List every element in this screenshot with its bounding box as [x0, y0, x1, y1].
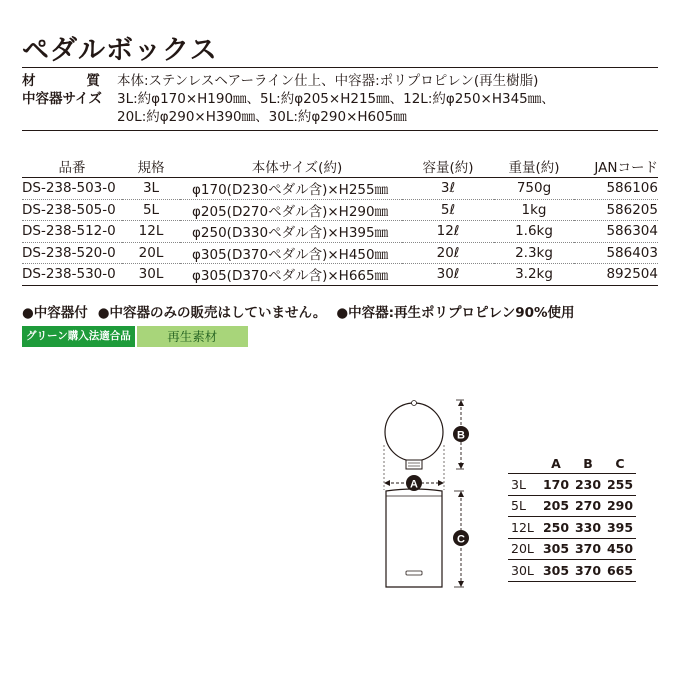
- dim-size: 3L: [508, 474, 540, 496]
- cell-weight: 2.3kg: [494, 242, 574, 264]
- cell-weight: 750g: [494, 178, 574, 200]
- note-no-separate-sale: ●中容器のみの販売はしていません。: [97, 305, 327, 321]
- cell-jan: 586403: [574, 242, 658, 264]
- cell-weight: 3.2kg: [494, 264, 574, 286]
- spec-material-value: 本体:ステンレスヘアーライン仕上、中容器:ポリプロピレン(再生樹脂): [117, 73, 539, 89]
- dim-header-a: A: [540, 453, 572, 474]
- cell-part-number: DS-238-512-0: [22, 221, 122, 243]
- cell-body-size: φ250(D330ペダル含)×H395㎜: [180, 221, 402, 243]
- dim-size: 12L: [508, 517, 540, 539]
- dim-c: 450: [604, 538, 636, 560]
- table-row: [22, 242, 658, 264]
- product-table: [22, 155, 658, 286]
- cell-jan: 586106: [574, 178, 658, 200]
- table-row: [508, 495, 636, 517]
- cell-weight: 1.6kg: [494, 221, 574, 243]
- cell-spec: 3L: [122, 178, 180, 200]
- dim-a: 250: [540, 517, 572, 539]
- notes-line: [22, 301, 575, 321]
- spec-inner-label: 中容器サイズ: [22, 91, 102, 107]
- pedal-top-view: [406, 460, 422, 469]
- dimension-table-header: [508, 453, 636, 474]
- note-recycled-pp: ●中容器:再生ポリプロピレン90%使用: [336, 305, 575, 321]
- label-c: C: [457, 533, 465, 546]
- dim-c: 665: [604, 560, 636, 582]
- dim-header-b: B: [572, 453, 604, 474]
- header-part-number: 品番: [22, 155, 122, 178]
- cell-part-number: DS-238-503-0: [22, 178, 122, 200]
- dim-a: 170: [540, 474, 572, 496]
- dim-b: 270: [572, 495, 604, 517]
- dim-c: 395: [604, 517, 636, 539]
- header-weight: 重量(約): [494, 155, 574, 178]
- cell-capacity: 5ℓ: [402, 199, 494, 221]
- spec-inner-row-2: [22, 108, 555, 126]
- cell-body-size: φ205(D270ペダル含)×H290㎜: [180, 199, 402, 221]
- page-title: ペダルボックス: [22, 35, 218, 66]
- dim-b: 230: [572, 474, 604, 496]
- cell-weight: 1kg: [494, 199, 574, 221]
- spec-inner-value-1: 3L:約φ170×H190㎜、5L:約φ205×H215㎜、12L:約φ250×H345㎜、: [117, 91, 555, 107]
- spec-material-row: [22, 72, 555, 90]
- dim-a: 305: [540, 538, 572, 560]
- header-capacity: 容量(約): [402, 155, 494, 178]
- cell-part-number: DS-238-520-0: [22, 242, 122, 264]
- cell-capacity: 20ℓ: [402, 242, 494, 264]
- spec-inner-row: [22, 90, 555, 108]
- spec-material-label: 材 質: [22, 73, 100, 89]
- product-dimension-diagram: [370, 390, 490, 600]
- table-row: [508, 538, 636, 560]
- dim-size: 30L: [508, 560, 540, 582]
- dim-header-size: [508, 453, 540, 474]
- dim-size: 20L: [508, 538, 540, 560]
- cell-jan: 586205: [574, 199, 658, 221]
- table-row: [22, 221, 658, 243]
- lid-top-view: [385, 403, 443, 461]
- dim-b: 370: [572, 538, 604, 560]
- lid-knob: [412, 401, 417, 406]
- table-row: [22, 199, 658, 221]
- title-rule: [22, 67, 658, 68]
- table-row: [508, 560, 636, 582]
- cell-capacity: 30ℓ: [402, 264, 494, 286]
- table-row: [508, 517, 636, 539]
- dim-b: 370: [572, 560, 604, 582]
- cell-spec: 5L: [122, 199, 180, 221]
- cell-part-number: DS-238-505-0: [22, 199, 122, 221]
- pedal-front-view: [406, 571, 422, 575]
- spec-block: [22, 72, 555, 126]
- dim-c: 255: [604, 474, 636, 496]
- cell-jan: 892504: [574, 264, 658, 286]
- label-a: A: [410, 478, 418, 491]
- header-spec: 規格: [122, 155, 180, 178]
- cell-spec: 12L: [122, 221, 180, 243]
- dimension-table: [508, 453, 636, 582]
- table-row: [508, 474, 636, 496]
- badge-row: [22, 326, 248, 347]
- header-body-size: 本体サイズ(約): [180, 155, 402, 178]
- cell-capacity: 3ℓ: [402, 178, 494, 200]
- dim-c: 290: [604, 495, 636, 517]
- spec-inner-value-2: 20L:約φ290×H390㎜、30L:約φ290×H605㎜: [117, 109, 407, 125]
- dim-size: 5L: [508, 495, 540, 517]
- table-row: [22, 178, 658, 200]
- cell-spec: 20L: [122, 242, 180, 264]
- table-row: [22, 264, 658, 286]
- cell-spec: 30L: [122, 264, 180, 286]
- cell-body-size: φ170(D230ペダル含)×H255㎜: [180, 178, 402, 200]
- spec-rule: [22, 130, 658, 131]
- recycled-material-badge: 再生素材: [137, 326, 248, 347]
- dim-a: 205: [540, 495, 572, 517]
- green-purchase-badge: グリーン購入法適合品: [22, 326, 135, 347]
- cell-capacity: 12ℓ: [402, 221, 494, 243]
- dim-header-c: C: [604, 453, 636, 474]
- cell-body-size: φ305(D370ペダル含)×H665㎜: [180, 264, 402, 286]
- product-table-header: [22, 155, 658, 178]
- cell-part-number: DS-238-530-0: [22, 264, 122, 286]
- header-jan: JANコード: [574, 155, 658, 178]
- dim-a: 305: [540, 560, 572, 582]
- label-b: B: [457, 429, 465, 442]
- note-inner-included: ●中容器付: [22, 305, 88, 321]
- cell-body-size: φ305(D370ペダル含)×H450㎜: [180, 242, 402, 264]
- cell-jan: 586304: [574, 221, 658, 243]
- dim-b: 330: [572, 517, 604, 539]
